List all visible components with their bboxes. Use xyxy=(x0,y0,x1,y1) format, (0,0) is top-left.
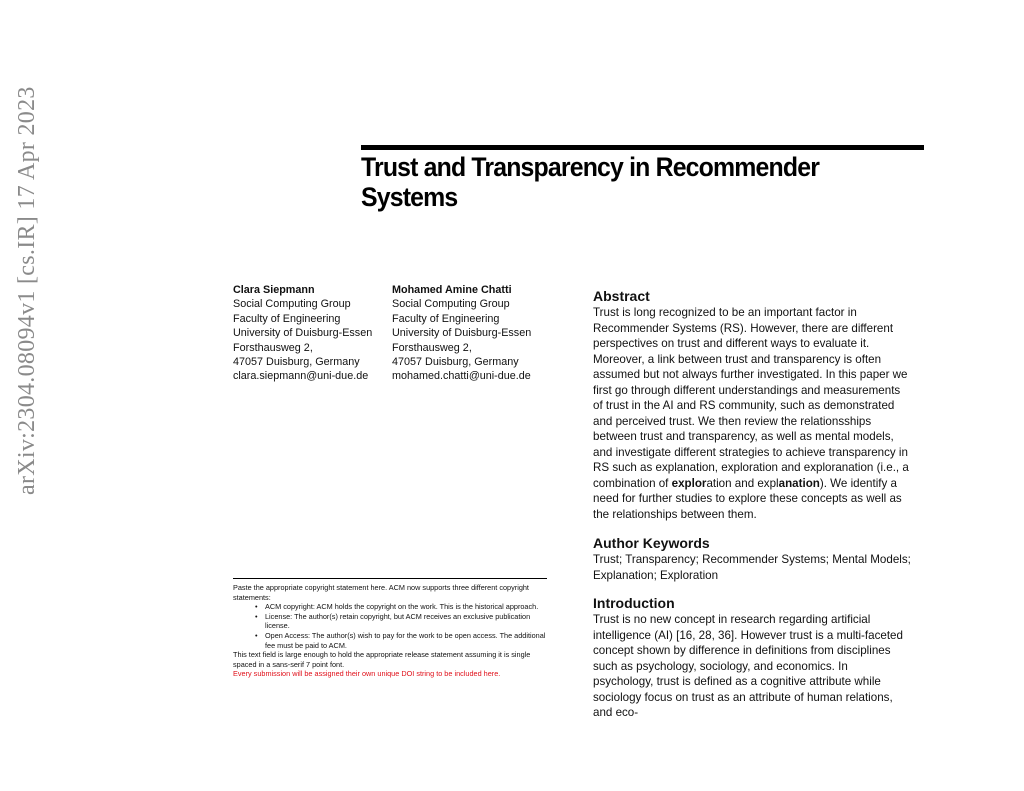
author-faculty: Faculty of Engineering xyxy=(392,312,500,325)
doi-note: Every submission will be assigned their own unique DOI string to be included here. xyxy=(233,669,501,679)
abstract-bold-anation: anation xyxy=(778,476,820,490)
abstract-heading: Abstract xyxy=(593,288,650,304)
copyright-note: This text field is large enough to hold the appropriate release statement assuming it is single spaced in a sans-serif 7 point font. xyxy=(233,650,531,669)
author-group: Social Computing Group xyxy=(392,298,510,311)
author-faculty: Faculty of Engineering xyxy=(233,312,341,325)
author-email: mohamed.chatti@uni-due.de xyxy=(392,370,531,383)
author-email: clara.siepmann@uni-due.de xyxy=(233,370,369,383)
abstract-section xyxy=(593,288,911,522)
copyright-bullet: • ACM copyright: ACM holds the copyright on the work. This is the historical approach. xyxy=(265,602,547,612)
author-city: 47057 Duisburg, Germany xyxy=(392,356,519,369)
title-rule xyxy=(361,145,924,150)
copyright-bullet: • Open Access: The author(s) wish to pay for the work to be open access. The additional fee must be paid to ACM. xyxy=(265,631,547,650)
keywords-text: Trust; Transparency; Recommender Systems; Mental Models; Explanation; Exploration xyxy=(593,553,911,582)
abstract-text-start: Trust is long recognized to be an important factor in Recommender Systems (RS). However, there are different perspectives on trust and different ways to evaluate it. Moreover, a link between trust and transparency is often assumed but not always further investigated. In this paper we first go through different understandings and measurements of trust in the AI and RS community, such as demonstrated and perceived trust. We then review the relationsships between trust and transparency, as well as mental models, and investigate different strategies to achieve transparency in RS such as explanation, exploration and exploranation (i.e., a combination of xyxy=(593,306,909,490)
author-city: 47057 Duisburg, Germany xyxy=(233,356,360,369)
paper-title: Trust and Transparency in Recommender Systems xyxy=(361,152,820,212)
arxiv-identifier: arXiv:2304.08094v1 [cs.IR] 17 Apr 2023 xyxy=(14,86,40,495)
copyright-bullet: • License: The author(s) retain copyright, but ACM receives an exclusive publication license. xyxy=(265,612,547,631)
abstract-text-end: ). We identify a need for further studies to explore these concepts as well as the relationships between them. xyxy=(593,476,902,521)
abstract-text-mid: ation and expl xyxy=(706,476,779,490)
copyright-intro: Paste the appropriate copyright statement here. ACM now supports three different copyright statements: xyxy=(233,583,529,602)
abstract-bold-explor: explor xyxy=(671,476,707,490)
author-name: Mohamed Amine Chatti xyxy=(392,284,512,296)
introduction-section xyxy=(593,595,911,721)
introduction-text: Trust is no new concept in research regarding artificial intelligence (AI) [16, 28, 36]. However trust is a multi-faceted concept shown by difference in definitions from disciplines such as psychology, sociology, and economics. In psychology, trust is defined as a cognitive attribute while sociology focus on trust as an attribute of human relations, and eco- xyxy=(593,613,903,719)
author-street: Forsthausweg 2, xyxy=(392,341,472,354)
copyright-list xyxy=(233,602,547,650)
keywords-heading: Author Keywords xyxy=(593,535,710,551)
author-block-2 xyxy=(392,283,531,384)
author-university: University of Duisburg-Essen xyxy=(233,327,373,340)
author-group: Social Computing Group xyxy=(233,298,351,311)
abstract-text xyxy=(593,305,911,522)
author-street: Forsthausweg 2, xyxy=(233,341,313,354)
author-university: University of Duisburg-Essen xyxy=(392,327,532,340)
copyright-box xyxy=(233,578,547,679)
author-name: Clara Siepmann xyxy=(233,284,315,296)
introduction-heading: Introduction xyxy=(593,595,675,611)
keywords-section xyxy=(593,535,911,583)
author-block-1 xyxy=(233,283,372,384)
